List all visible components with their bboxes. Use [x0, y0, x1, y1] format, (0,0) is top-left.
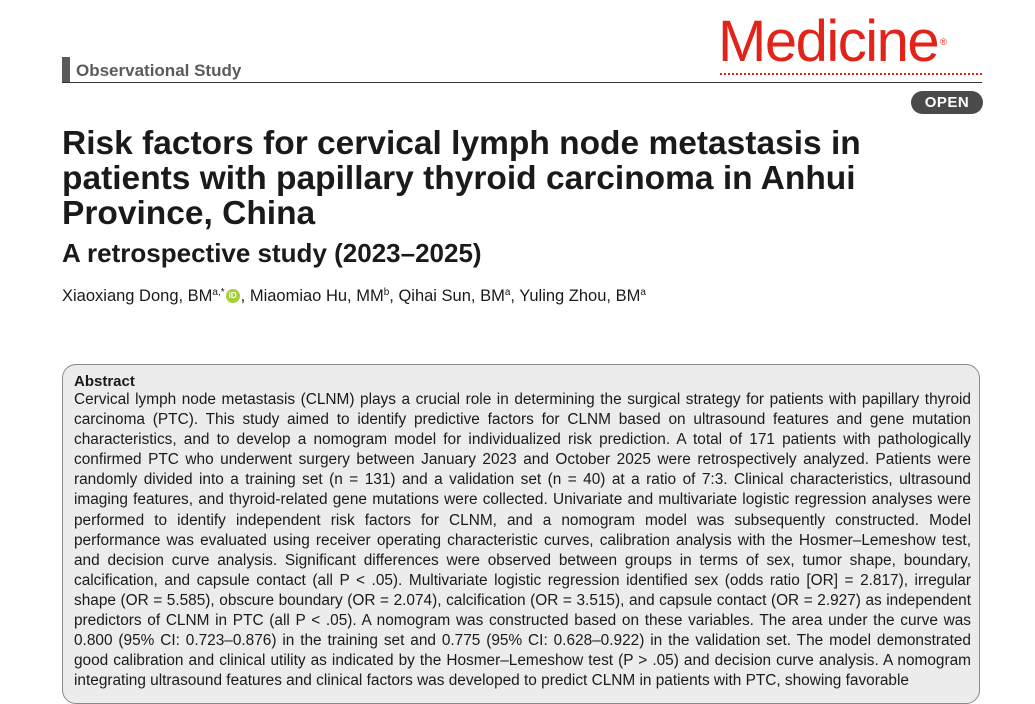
- journal-name: Medicine: [718, 9, 939, 74]
- author-name[interactable]: Qihai Sun, BM: [398, 287, 505, 305]
- header-divider: [62, 82, 982, 83]
- author-name[interactable]: Yuling Zhou, BM: [519, 287, 641, 305]
- author-list: Xiaoxiang Dong, $BM^{a,*}$ iD , Miaomiao Hu, $MM^b$, Qihai Sun, $BM^a$, Yuling Zhou, $BM^a$: [62, 287, 646, 305]
- author-affiliation: a: [640, 287, 646, 298]
- journal-logo[interactable]: [718, 10, 945, 74]
- section-label: Observational Study: [62, 57, 241, 82]
- registered-mark: ®: [940, 37, 946, 47]
- author-affiliation: b: [383, 287, 390, 298]
- logo-dotted-rule: [720, 73, 982, 75]
- author-name[interactable]: Xiaoxiang Dong, BM: [62, 287, 213, 305]
- orcid-icon[interactable]: iD: [226, 289, 240, 303]
- article-title: Risk factors for cervical lymph node metastasis in patients with papillary thyroid carcinoma in Anhui Province, China: [62, 125, 861, 232]
- author-affiliation: a: [504, 287, 511, 298]
- open-access-badge: OPEN: [911, 91, 983, 114]
- author-affiliation: a,*: [212, 287, 225, 298]
- article-subtitle: A retrospective study (2023–2025): [62, 238, 482, 268]
- abstract-body: Cervical lymph node metastasis (CLNM) plays a crucial role in determining the surgical strategy for patients with papillary thyroid carcinoma (PTC). This study aimed to identify predictive factors for CLNM based on ultrasound features and gene mutation characteristics, and to develop a nomogram model for individualized risk prediction. A total of 171 patients with pathologically confirmed PTC who underwent surgery between January 2023 and October 2025 were retrospectively analyzed. Patients were randomly divided into a training set (n = 131) and a validation set (n = 40) at a ratio of 7:3. Clinical characteristics, ultrasound imaging features, and thyroid-related gene mutations were collected. Univariate and multivariate logistic regression analyses were performed to identify independent risk factors for CLNM, and a nomogram model was subsequently constructed. Model performance was evaluated using receiver operating characteristic curves, calibration analysis with the Hosmer–Lemeshow test, and decision curve analysis. Significant differences were observed between groups in terms of sex, tumor shape, boundary, calcification, and capsule contact (all P < .05). Multivariate logistic regression identified sex (odds ratio [OR] = 2.817), irregular shape (OR = 5.585), obscure boundary (OR = 2.074), calcification (OR = 3.515), and capsule contact (OR = 2.927) as independent predictors of CLNM in PTC (all P < .05). A nomogram was constructed based on these variables. The area under the curve was 0.800 (95% CI: 0.723–0.876) in the training set and 0.775 (95% CI: 0.628–0.922) in the validation set. The model demonstrated good calibration and clinical utility as indicated by the Hosmer–Lemeshow test (P > .05) and decision curve analysis. A nomogram integrating ultrasound features and clinical factors was developed to predict CLNM in patients with PTC, showing favorable: [74, 391, 971, 690]
- author-name[interactable]: Miaomiao Hu, MM: [249, 287, 384, 305]
- abstract-heading: Abstract: [74, 373, 135, 390]
